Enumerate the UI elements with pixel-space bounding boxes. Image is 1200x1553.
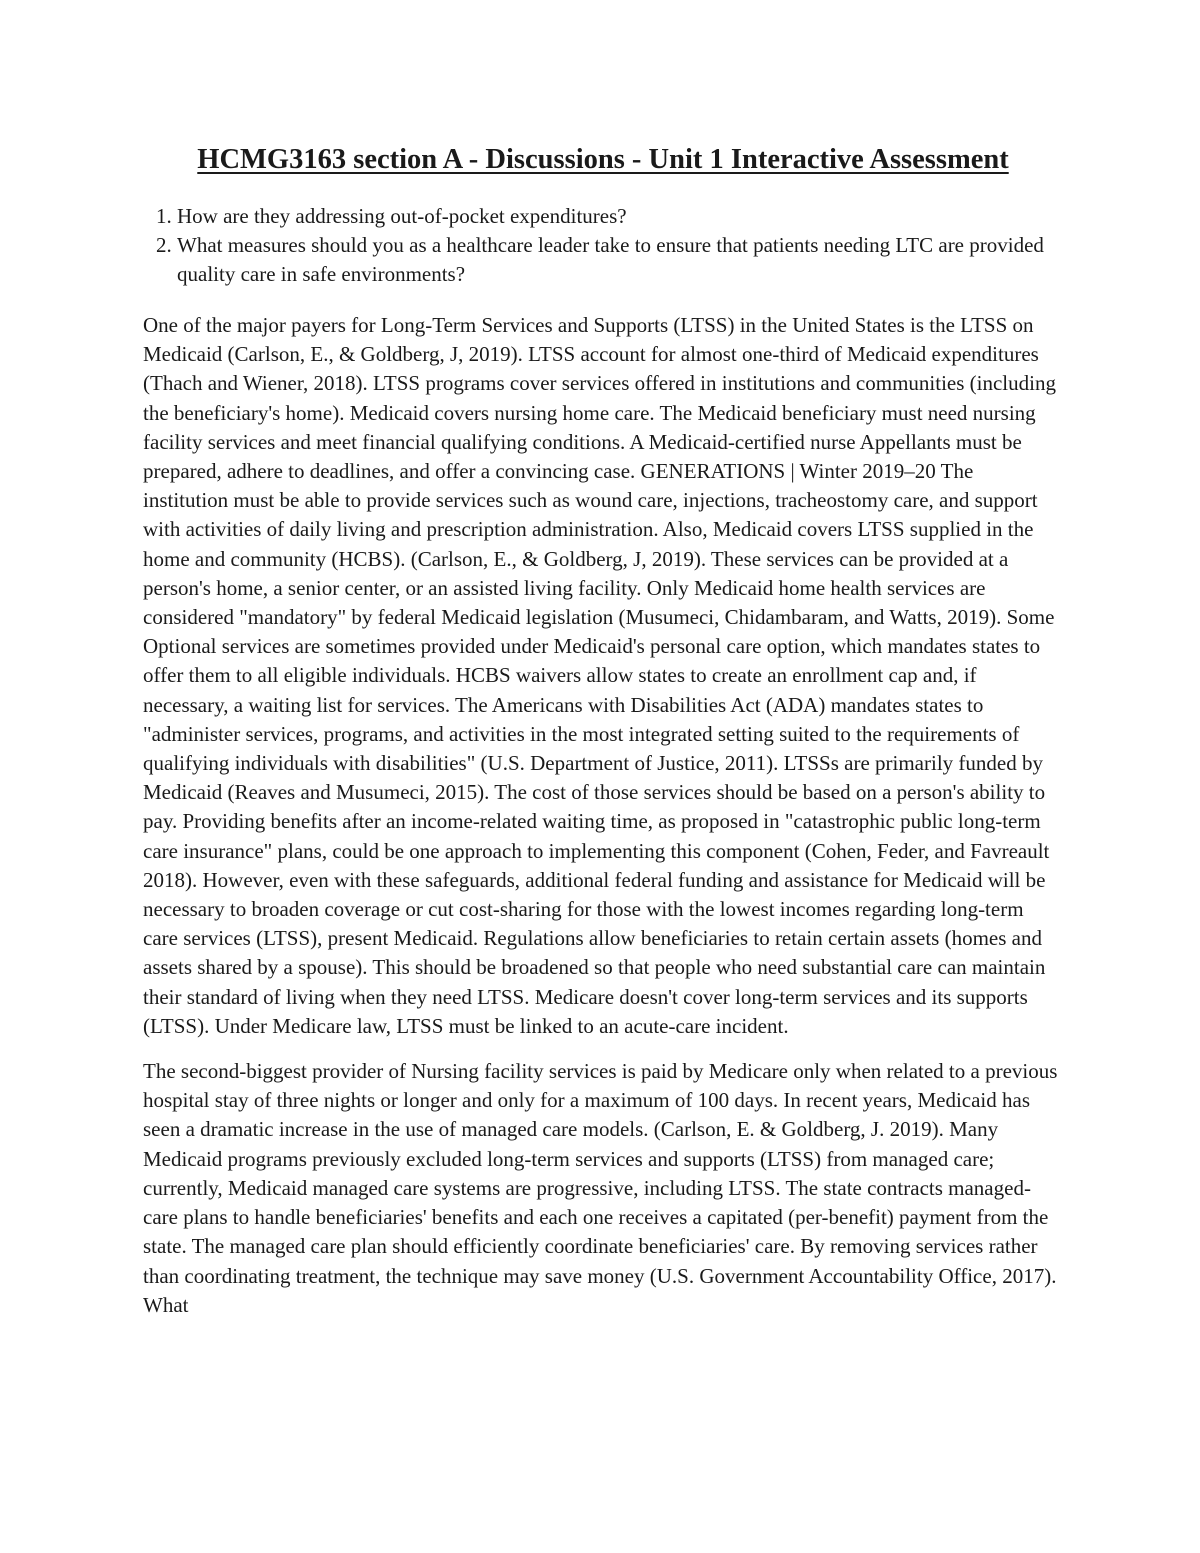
question-item: 2. What measures should you as a healthcare leader take to ensure that patients needing LTC are provided quality care in safe environments? [177, 231, 1063, 289]
body-paragraph: The second-biggest provider of Nursing facility services is paid by Medicare only when related to a previous hospital stay of three nights or longer and only for a maximum of 100 days. In recent years, Medicaid has seen a dramatic increase in the use of managed care models. (Carlson, E. & Goldberg, J. 2019). Many Medicaid programs previously excluded long-term services and supports (LTSS) from managed care; currently, Medicaid managed care systems are progressive, including LTSS. The state contracts managed-care plans to handle beneficiaries' benefits and each one receives a capitated (per-benefit) payment from the state. The managed care plan should efficiently coordinate beneficiaries' care. By removing services rather than coordinating treatment, the technique may save money (U.S. Government Accountability Office, 2017). What [143, 1059, 1058, 1317]
document-page [143, 140, 1063, 1336]
question-item: 1. How are they addressing out-of-pocket expenditures? [177, 202, 1063, 231]
document-title: HCMG3163 section A - Discussions - Unit 1 Interactive Assessment [197, 144, 1009, 175]
body-paragraph: One of the major payers for Long-Term Services and Supports (LTSS) in the United States is the LTSS on Medicaid (Carlson, E., & Goldberg, J, 2019). LTSS account for almost one-third of Medicaid expenditures (Thach and Wiener, 2018). LTSS programs cover services offered in institutions and communities (including the beneficiary's home). Medicaid covers nursing home care. The Medicaid beneficiary must need nursing facility services and meet financial qualifying conditions. A Medicaid-certified nurse Appellants must be prepared, adhere to deadlines, and offer a convincing case. GENERATIONS | Winter 2019–20 The institution must be able to provide services such as wound care, injections, tracheostomy care, and support with activities of daily living and prescription administration. Also, Medicaid covers LTSS supplied in the home and community (HCBS). (Carlson, E., & Goldberg, J, 2019). These services can be provided at a person's home, a senior center, or an assisted living facility. Only Medicaid home health services are considered "mandatory" by federal Medicaid legislation (Musumeci, Chidambaram, and Watts, 2019). Some Optional services are sometimes provided under Medicaid's personal care option, which mandates states to offer them to all eligible individuals. HCBS waivers allow states to create an enrollment cap and, if necessary, a waiting list for services. The Americans with Disabilities Act (ADA) mandates states to "administer services, programs, and activities in the most integrated setting suited to the requirements of qualifying individuals with disabilities" (U.S. Department of Justice, 2011). LTSSs are primarily funded by Medicaid (Reaves and Musumeci, 2015). The cost of those services should be based on a person's ability to pay. Providing benefits after an income-related waiting time, as proposed in "catastrophic public long-term care insurance" plans, could be one approach to implementing this component (Cohen, Feder, and Favreault 2018). However, even with these safeguards, additional federal funding and assistance for Medicaid will be necessary to broaden coverage or cut cost-sharing for those with the lowest incomes regarding long-term care services (LTSS), present Medicaid. Regulations allow beneficiaries to retain certain assets (homes and assets shared by a spouse). This should be broadened so that people who need substantial care can maintain their standard of living when they need LTSS. Medicare doesn't cover long-term services and its supports (LTSS). Under Medicare law, LTSS must be linked to an acute-care incident. [143, 313, 1056, 1038]
question-list [143, 202, 1063, 289]
